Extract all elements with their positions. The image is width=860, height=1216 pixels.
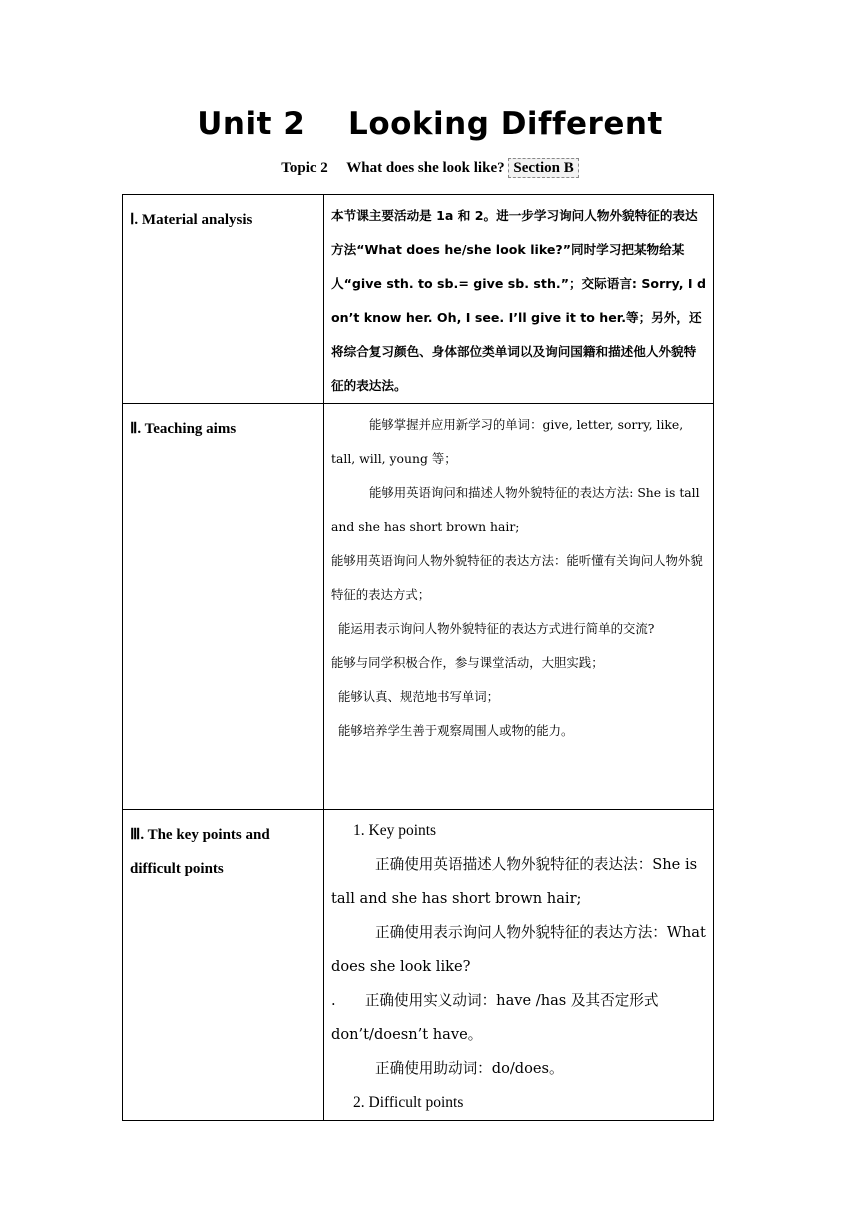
aim-item: 能够用英语询问人物外貌特征的表达方法：能听懂有关询问人物外貌特征的表达方式； [331, 553, 703, 602]
table-row-material-analysis [123, 195, 714, 404]
topic-label: Topic 2 What does she look like? [281, 160, 509, 176]
key-points-heading: 1. Key points [353, 822, 437, 839]
key-point-item: . 正确使用实义动词：have /has 及其否定形式 don’t/doesn’t have。 [331, 992, 659, 1043]
document-title: Unit 2 Looking Different [197, 106, 663, 142]
difficult-points-heading: 2. Difficult points [353, 1094, 464, 1111]
aim-item: 能运用表示询问人物外貌特征的表达方式进行简单的交流? [338, 621, 655, 636]
aim-item: 能够认真、规范地书写单词； [338, 689, 500, 704]
table-row-teaching-aims [123, 404, 714, 810]
key-point-item: 正确使用英语描述人物外貌特征的表达法：She is tall and she has short brown hair; [331, 856, 698, 907]
key-point-item: 正确使用表示询问人物外貌特征的表达方法：What does she look like? [331, 924, 706, 975]
aim-item: 能够掌握并应用新学习的单词：give, letter, sorry, like, tall, will, young 等； [331, 417, 684, 466]
aim-item: 能够培养学生善于观察周围人或物的能力。 [338, 723, 574, 738]
teaching-aims-list [324, 404, 714, 810]
material-analysis-text: 本节课主要活动是 1a 和 2。进一步学习询问人物外貌特征的表达方法“What does he/she look like?”同时学习把某物给某人“give sth. to sb.= give sb. sth.”；交际语言: Sorry, I don’t know her. Oh, I see. I’ll give it to her.等；另外，还将综合复习颜色、身体部位类单词以及询问国籍和描述他人外貌特征的表达法。 [324, 195, 714, 404]
document-subtitle [0, 160, 860, 177]
row-label-material-analysis: Ⅰ. Material analysis [123, 195, 324, 404]
row-label-key-points: Ⅲ. The key points and difficult points [123, 810, 324, 1121]
key-point-item: 正确使用助动词：do/does。 [375, 1060, 564, 1077]
aim-item: 能够用英语询问和描述人物外貌特征的表达方法: She is tall and she has short brown hair; [331, 485, 700, 534]
lesson-plan-table [122, 194, 714, 1121]
aim-item: 能够与同学积极合作，参与课堂活动，大胆实践； [331, 655, 604, 670]
key-points-list [324, 810, 714, 1121]
table-row-key-points [123, 810, 714, 1121]
section-label: Section B [508, 158, 578, 178]
row-label-teaching-aims: Ⅱ. Teaching aims [123, 404, 324, 810]
